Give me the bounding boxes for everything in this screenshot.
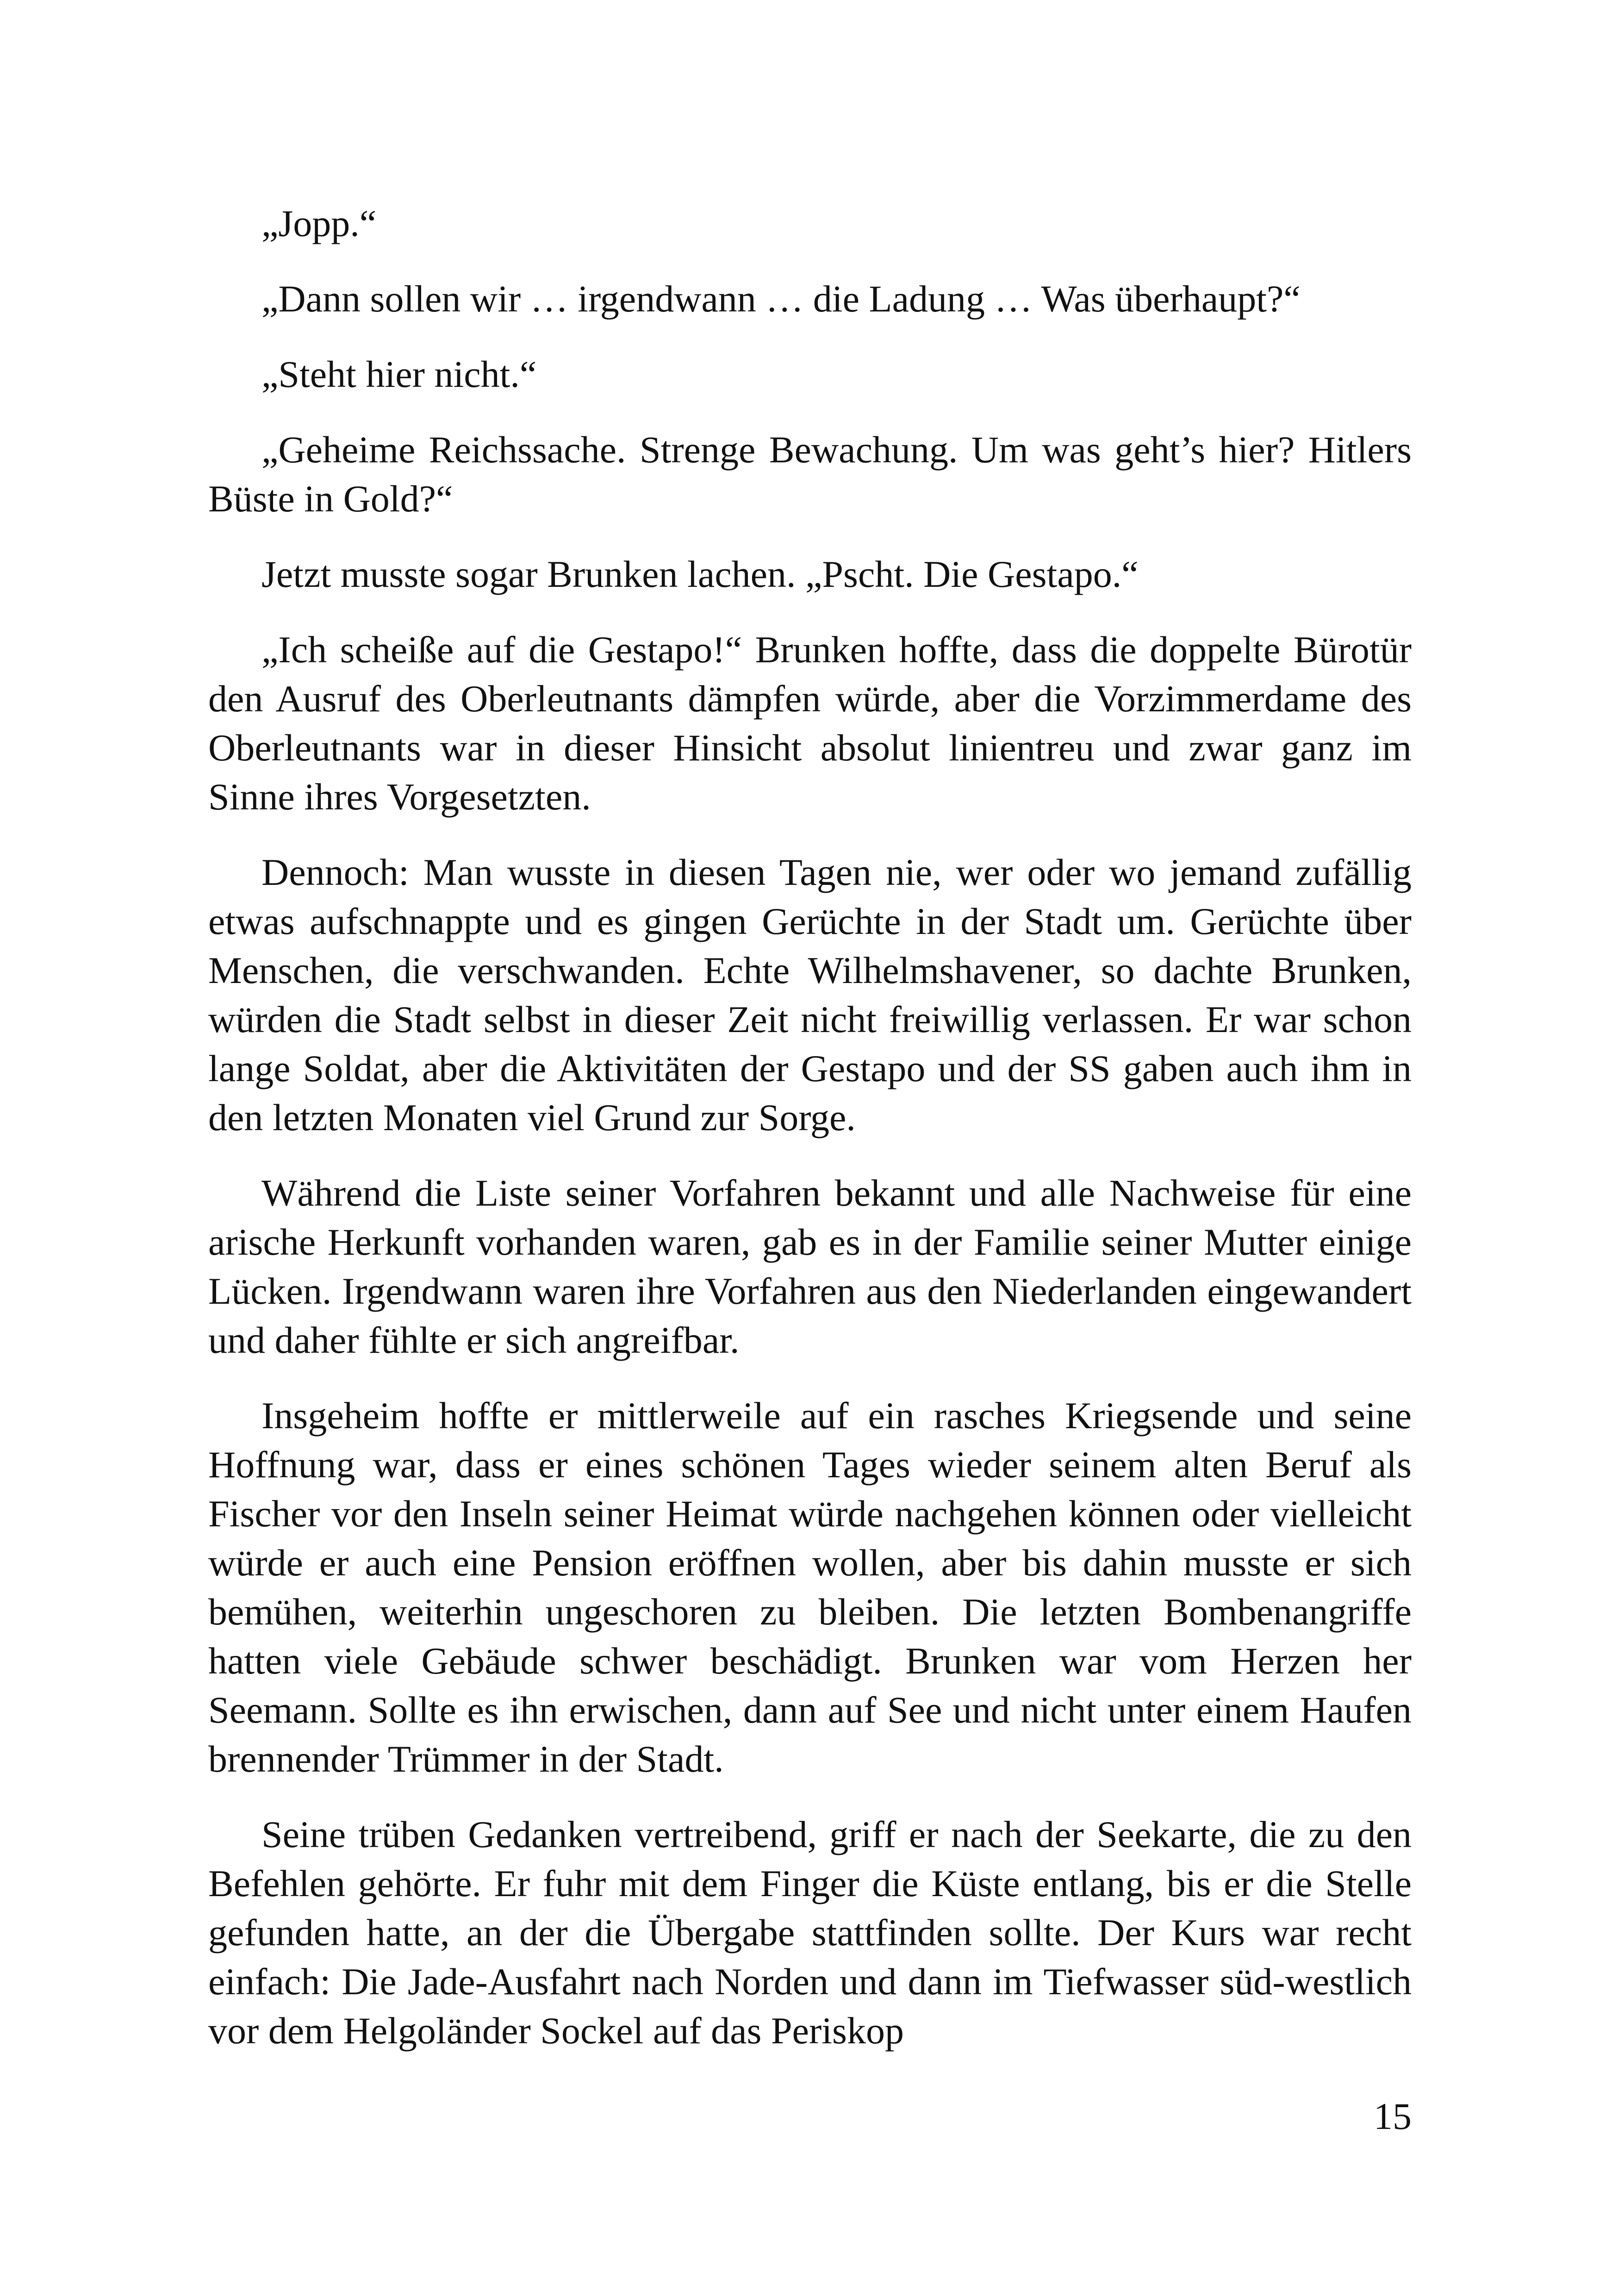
paragraph: Jetzt musste sogar Brunken lachen. „Pscht. Die Gestapo.“ — [261, 553, 1139, 595]
paragraph: „Dann sollen wir … irgendwann … die Ladung … Was überhaupt?“ — [261, 278, 1301, 320]
paragraph: „Geheime Reichssache. Strenge Bewachung. Um was geht’s hier? Hitlers Büste in Gold?“ — [208, 429, 1412, 520]
paragraph: Während die Liste seiner Vorfahren bekannt und alle Nachweise für eine arische Herkunft vorhanden waren, gab es in der Familie seiner Mutter einige Lücken. Irgendwann waren ihre Vorfahren aus den Niederlanden eingewandert und daher fühlte er sich angreifbar. — [208, 1172, 1412, 1361]
paragraph: Dennoch: Man wusste in diesen Tagen nie, wer oder wo jemand zufällig etwas aufschnappte und es gingen Gerüchte in der Stadt um. Gerüchte über Menschen, die verschwanden. Echte Wilhelmshavener, so dachte Brunken, würden die Stadt selbst in dieser Zeit nicht freiwillig verlassen. Er war schon lange Soldat, aber die Aktivitäten der Gestapo und der SS gaben auch ihm in den letzten Monaten viel Grund zur Sorge. — [208, 851, 1412, 1139]
page-body — [208, 199, 1412, 2082]
paragraph: Insgeheim hoffte er mittlerweile auf ein rasches Kriegsende und seine Hoffnung war, dass er eines schönen Tages wieder seinem alten Beruf als Fischer vor den Inseln seiner Heimat würde nachgehen können oder vielleicht würde er auch eine Pension eröffnen wollen, aber bis dahin musste er sich bemühen, weiterhin ungeschoren zu bleiben. Die letzten Bombenangriffe hatten viele Gebäude schwer beschädigt. Brunken war vom Herzen her Seemann. Sollte es ihn erwischen, dann auf See und nicht unter einem Haufen brennender Trümmer in der Stadt. — [208, 1394, 1412, 1780]
paragraph: „Steht hier nicht.“ — [261, 353, 537, 395]
paragraph: „Ich scheiße auf die Gestapo!“ Brunken hoffte, dass die doppelte Bürotür den Ausruf des Oberleutnants dämpfen würde, aber die Vorzimmerdame des Oberleutnants war in dieser Hinsicht absolut linientreu und zwar ganz im Sinne ihres Vorgesetzten. — [208, 628, 1412, 818]
page-number: 15 — [1374, 2095, 1412, 2137]
paragraph: „Jopp.“ — [261, 202, 377, 244]
paragraph: Seine trüben Gedanken vertreibend, griff er nach der Seekarte, die zu den Befehlen gehörte. Er fuhr mit dem Finger die Küste entlang, bis er die Stelle gefunden hatte, an der die Übergabe stattfinden sollte. Der Kurs war recht einfach: Die Jade-Ausfahrt nach Norden und dann im Tiefwasser süd-westlich vor dem Helgoländer Sockel auf das Periskop — [208, 1813, 1412, 2052]
